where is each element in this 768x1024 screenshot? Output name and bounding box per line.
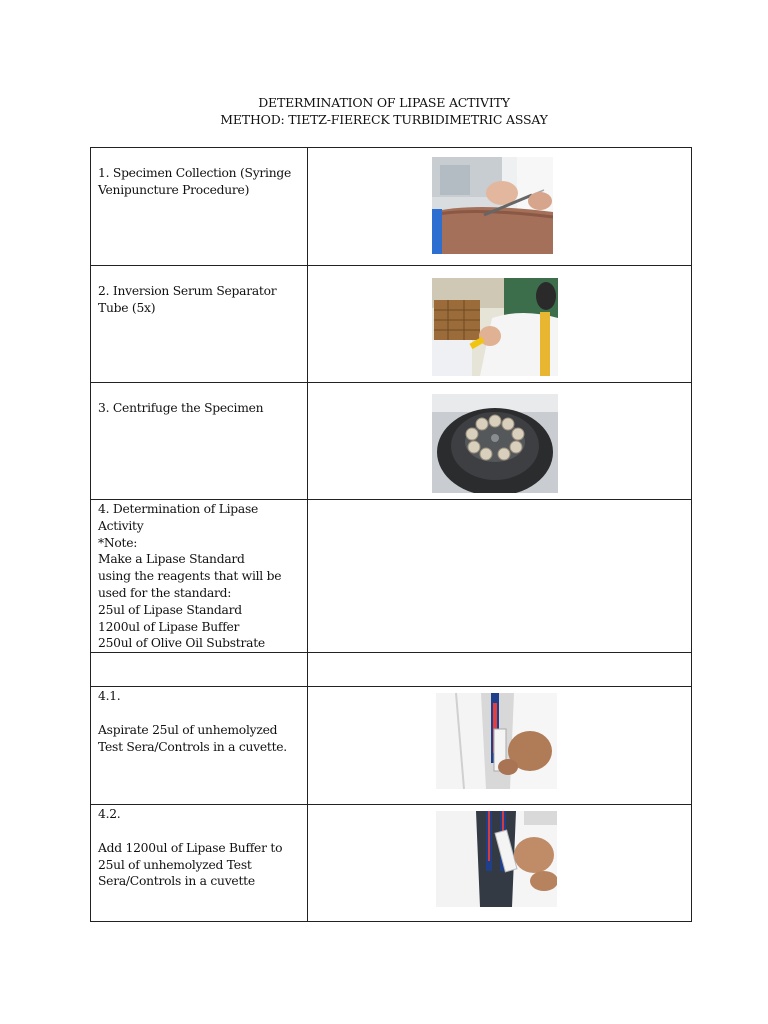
table-row — [91, 687, 692, 805]
table-row — [91, 266, 692, 383]
step-4-2-text: 4.2. Add 1200ul of Lipase Buffer to 25ul of unhemolyzed Test Sera/Controls in a cuvette — [91, 805, 308, 922]
table-row — [91, 148, 692, 266]
step-4-1-image-cell — [308, 687, 692, 805]
step-3-text: 3. Centrifuge the Specimen — [91, 383, 308, 500]
empty-row-image-cell — [308, 653, 692, 687]
step-1-text: 1. Specimen Collection (Syringe Venipuncture Procedure) — [91, 148, 308, 266]
empty-row-text — [91, 653, 308, 687]
table-row — [91, 383, 692, 500]
table-row — [91, 805, 692, 922]
table-row — [91, 500, 692, 653]
step-2-image-cell — [308, 266, 692, 383]
add-buffer-photo — [436, 811, 557, 907]
procedure-table — [90, 147, 692, 922]
step-1-image-cell — [308, 148, 692, 266]
document-title — [0, 94, 768, 128]
step-4-image-cell — [308, 500, 692, 653]
title-line-2: METHOD: TIETZ-FIERECK TURBIDIMETRIC ASSAY — [220, 112, 548, 127]
venipuncture-photo — [432, 157, 553, 254]
step-4-2-image-cell — [308, 805, 692, 922]
centrifuge-photo — [432, 394, 558, 493]
step-4-text: 4. Determination of Lipase Activity *Note: Make a Lipase Standard using the reagents that will be used for the standard: 25ul of Lipase Standard 1200ul of Lipase Buffer 250ul of Olive Oil Substrate — [91, 500, 308, 653]
tube-inversion-photo — [432, 278, 558, 376]
title-line-1: DETERMINATION OF LIPASE ACTIVITY — [258, 95, 510, 110]
step-4-1-text: 4.1. Aspirate 25ul of unhemolyzed Test Sera/Controls in a cuvette. — [91, 687, 308, 805]
aspirate-sera-photo — [436, 693, 557, 789]
table-row — [91, 653, 692, 687]
step-3-image-cell — [308, 383, 692, 500]
step-2-text: 2. Inversion Serum Separator Tube (5x) — [91, 266, 308, 383]
